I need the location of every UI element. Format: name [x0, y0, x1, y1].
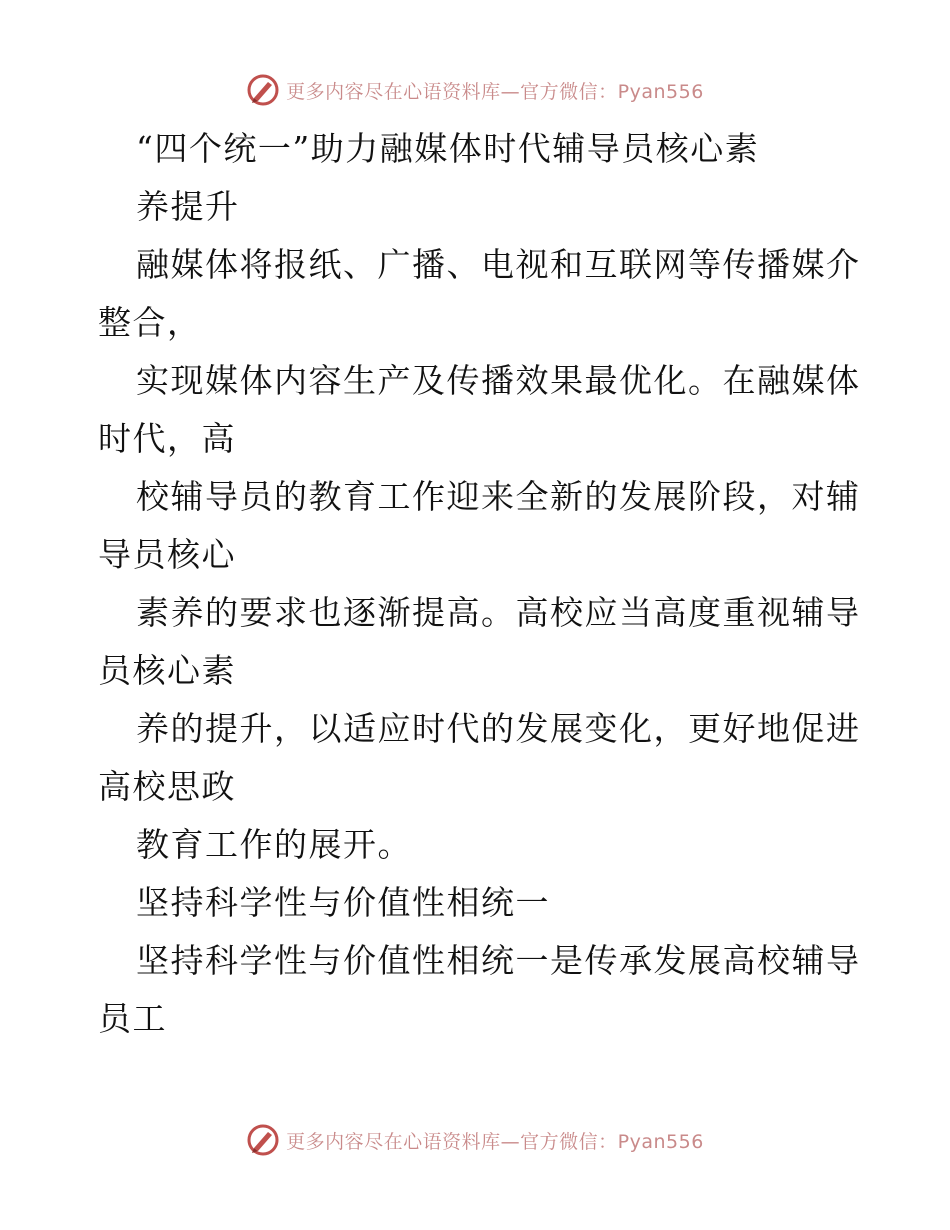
header-watermark — [0, 72, 950, 108]
text-line: 高校思政 — [98, 767, 236, 806]
text-line: 教育工作的展开。 — [136, 825, 412, 864]
text-line: 实现媒体内容生产及传播效果最优化。在融媒体 — [136, 361, 861, 400]
document-body — [98, 120, 861, 1048]
watermark-text: 更多内容尽在心语资料库—官方微信：Pyan556 — [286, 1130, 704, 1153]
text-line: 时代，高 — [98, 419, 236, 458]
text-line: 融媒体将报纸、广播、电视和互联网等传播媒介 — [136, 245, 861, 284]
pen-logo-icon — [246, 73, 280, 107]
pen-logo-icon — [246, 1123, 280, 1157]
text-line: 坚持科学性与价值性相统一是传承发展高校辅导 — [136, 941, 861, 980]
document-title: “四个统一”助力融媒体时代辅导员核心素 — [136, 129, 760, 168]
text-line: 养提升 — [136, 187, 240, 226]
text-line: 整合， — [98, 303, 202, 342]
section-heading: 坚持科学性与价值性相统一 — [136, 883, 550, 922]
text-line: 素养的要求也逐渐提高。高校应当高度重视辅导 — [136, 593, 861, 632]
text-line: 导员核心 — [98, 535, 236, 574]
footer-watermark — [0, 1122, 950, 1158]
text-line: 校辅导员的教育工作迎来全新的发展阶段，对辅 — [136, 477, 861, 516]
text-line: 员核心素 — [98, 651, 236, 690]
watermark-text: 更多内容尽在心语资料库—官方微信：Pyan556 — [286, 80, 704, 103]
text-line: 员工 — [98, 999, 167, 1038]
text-line: 养的提升，以适应时代的发展变化，更好地促进 — [136, 709, 861, 748]
